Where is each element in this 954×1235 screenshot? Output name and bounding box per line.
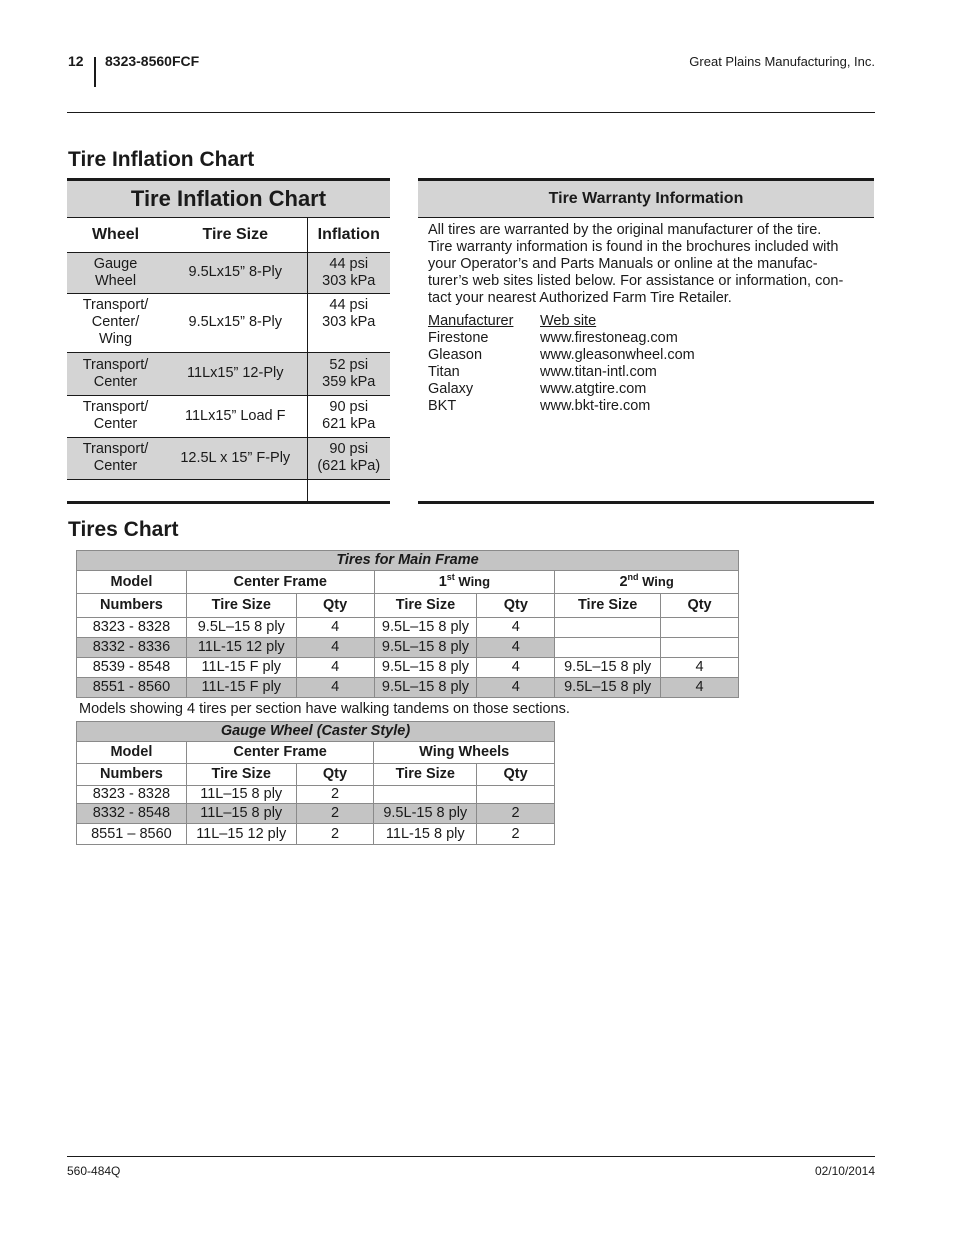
qty-cell: 4 — [477, 678, 555, 698]
tire-size-cell: 11L-15 12 ply — [186, 638, 296, 658]
tire-size-cell: 9.5L–15 8 ply — [374, 658, 477, 678]
tire-size-cell: 11L-15 F ply — [186, 678, 296, 698]
tire-size-cell: 11L–15 8 ply — [186, 786, 296, 804]
col-header-numbers: Numbers — [77, 764, 187, 786]
warranty-text-line: Tire warranty information is found in the brochures included with — [428, 239, 839, 255]
col-header-qty: Qty — [296, 764, 374, 786]
header-rule — [67, 112, 875, 113]
manufacturer-name: Firestone — [428, 330, 489, 346]
wheel-line: Center — [93, 373, 138, 390]
table-row — [77, 638, 739, 658]
company-name: Great Plains Manufacturing, Inc. — [689, 54, 875, 69]
col-header-tire-size: Tire Size — [164, 218, 307, 252]
col-header-wheel: Wheel — [67, 218, 164, 252]
warranty-text-line: turer’s web sites listed below. For assistance or information, con- — [428, 273, 844, 289]
col-header-model: Model — [77, 571, 187, 594]
tire-size-cell: 11Lx15” 12-Ply — [164, 352, 307, 395]
inflation-kpa: (621 kPa) — [317, 458, 381, 474]
inflation-table — [67, 218, 390, 503]
tire-size-cell: 11L–15 8 ply — [186, 804, 296, 824]
table-row — [77, 804, 555, 824]
manufacturer-website: www.firestoneag.com — [540, 330, 678, 346]
manufacturer-website: www.titan-intl.com — [540, 364, 657, 380]
warranty-text-line: All tires are warranted by the original manufacturer of the tire. — [428, 222, 822, 238]
wheel-line: Transport/ — [82, 356, 149, 373]
model-numbers-cell: 8332 - 8548 — [77, 804, 187, 824]
wheel-line: Gauge — [93, 255, 138, 272]
wheel-line: Center — [93, 416, 138, 432]
qty-cell: 2 — [296, 804, 374, 824]
qty-cell: 4 — [477, 658, 555, 678]
qty-cell — [661, 638, 739, 658]
manufacturer-name: Gleason — [428, 347, 483, 363]
tire-size-cell: 11L–15 12 ply — [186, 824, 296, 845]
manufacturer-name: Galaxy — [428, 381, 474, 397]
qty-cell: 4 — [477, 618, 555, 638]
col-header-qty: Qty — [477, 594, 555, 618]
manufacturer-website: www.bkt-tire.com — [540, 398, 651, 414]
qty-cell — [477, 786, 555, 804]
tire-size-cell: 9.5Lx15” 8-Ply — [164, 252, 307, 293]
qty-cell: 4 — [477, 638, 555, 658]
tire-size-cell: 9.5L–15 8 ply — [555, 678, 661, 698]
document-date: 02/10/2014 — [814, 1164, 875, 1178]
model-numbers-cell: 8323 - 8328 — [77, 786, 187, 804]
inflation-psi: 90 psi — [329, 441, 369, 457]
inflation-kpa: 303 kPa — [322, 272, 376, 289]
manufacturer-website: www.atgtire.com — [540, 381, 647, 397]
tire-size-cell: 9.5L–15 8 ply — [374, 638, 477, 658]
col-header-qty: Qty — [661, 594, 739, 618]
tire-size-cell: 12.5L x 15” F-Ply — [164, 437, 307, 479]
col-header-inflation: Inflation — [307, 218, 390, 252]
inflation-header-row — [67, 218, 390, 252]
tire-size-cell: 9.5L–15 8 ply — [374, 678, 477, 698]
inflation-psi: 44 psi — [329, 255, 369, 272]
header-divider — [94, 57, 96, 87]
website-column-header: Web site — [540, 313, 597, 329]
col-header-numbers: Numbers — [77, 594, 187, 618]
tire-size-cell — [555, 618, 661, 638]
qty-cell: 4 — [661, 678, 739, 698]
wheel-line: Wing — [98, 331, 133, 347]
wheel-line: Center — [93, 458, 138, 474]
tire-size-cell: 9.5L–15 8 ply — [374, 618, 477, 638]
tire-warranty-box — [418, 178, 874, 504]
model-numbers-cell: 8551 – 8560 — [77, 824, 187, 845]
col-header-center-frame: Center Frame — [186, 742, 374, 764]
warranty-title: Tire Warranty Information — [418, 181, 874, 218]
model-numbers-cell: 8539 - 8548 — [77, 658, 187, 678]
inflation-psi: 52 psi — [329, 356, 369, 373]
tire-size-cell: 9.5L-15 8 ply — [374, 804, 477, 824]
qty-cell: 2 — [477, 824, 555, 845]
tire-size-cell: 11Lx15” Load F — [164, 395, 307, 437]
col-header-qty: Qty — [296, 594, 374, 618]
col-header-center-frame: Center Frame — [186, 571, 374, 594]
model-number: 8323-8560FCF — [105, 53, 200, 69]
section-title-inflation: Tire Inflation Chart — [68, 148, 255, 171]
inflation-kpa: 303 kPa — [322, 313, 376, 330]
table-caption: Tires for Main Frame — [77, 551, 739, 571]
inflation-psi: 90 psi — [329, 399, 369, 415]
manufacturer-name: BKT — [428, 398, 457, 414]
model-numbers-cell: 8323 - 8328 — [77, 618, 187, 638]
qty-cell: 2 — [477, 804, 555, 824]
qty-cell: 2 — [296, 824, 374, 845]
table-row — [77, 786, 555, 804]
section-title-tires: Tires Chart — [68, 518, 179, 541]
inflation-chart-title: Tire Inflation Chart — [67, 181, 390, 218]
qty-cell: 4 — [296, 638, 374, 658]
table-row — [67, 293, 390, 352]
table-row — [77, 678, 739, 698]
tire-size-cell — [555, 638, 661, 658]
col-header-tire-size: Tire Size — [374, 764, 477, 786]
qty-cell: 4 — [296, 618, 374, 638]
tire-size-cell: 9.5Lx15” 8-Ply — [164, 293, 307, 352]
tire-inflation-chart — [67, 178, 390, 504]
col-header-tire-size: Tire Size — [186, 594, 296, 618]
col-header-tire-size: Tire Size — [555, 594, 661, 618]
wheel-line: Transport/ — [82, 441, 149, 457]
gauge-wheel-table — [76, 721, 555, 845]
table-row — [67, 437, 390, 479]
col-header-tire-size: Tire Size — [186, 764, 296, 786]
tandem-note: Models showing 4 tires per section have walking tandems on those sections. — [79, 701, 570, 717]
table-row-empty — [67, 479, 390, 503]
wheel-line: Wheel — [94, 272, 137, 289]
tire-size-cell: 11L-15 8 ply — [374, 824, 477, 845]
warranty-text-line: tact your nearest Authorized Farm Tire Retailer. — [428, 290, 732, 306]
wheel-line: Center/ — [91, 314, 140, 330]
table-row — [77, 824, 555, 845]
manufacturer-column-header: Manufacturer — [428, 313, 514, 329]
warranty-text-line: your Operator’s and Parts Manuals or online at the manufac- — [428, 256, 818, 272]
col-header-model: Model — [77, 742, 187, 764]
document-number: 560-484Q — [67, 1164, 121, 1178]
tire-size-cell: 11L-15 F ply — [186, 658, 296, 678]
qty-cell: 4 — [296, 658, 374, 678]
footer-rule — [67, 1156, 875, 1157]
manufacturer-website: www.gleasonwheel.com — [540, 347, 695, 363]
wheel-line: Transport/ — [82, 399, 149, 415]
col-header-qty: Qty — [477, 764, 555, 786]
col-header-wing-wheels: Wing Wheels — [374, 742, 555, 764]
page-number: 12 — [68, 53, 84, 69]
inflation-kpa: 359 kPa — [322, 373, 376, 390]
qty-cell — [661, 618, 739, 638]
inflation-kpa: 621 kPa — [322, 416, 376, 432]
main-frame-tires-table — [76, 550, 739, 698]
table-row — [77, 658, 739, 678]
col-header-first-wing: 1st Wing — [374, 571, 555, 594]
manufacturer-name: Titan — [428, 364, 460, 380]
table-row — [77, 618, 739, 638]
col-header-second-wing: 2nd Wing — [555, 571, 739, 594]
table-caption: Gauge Wheel (Caster Style) — [77, 722, 555, 742]
qty-cell: 4 — [296, 678, 374, 698]
model-numbers-cell: 8332 - 8336 — [77, 638, 187, 658]
inflation-psi: 44 psi — [329, 296, 369, 313]
table-row — [67, 252, 390, 293]
tire-size-cell — [374, 786, 477, 804]
qty-cell: 4 — [661, 658, 739, 678]
tire-size-cell: 9.5L–15 8 ply — [186, 618, 296, 638]
qty-cell: 2 — [296, 786, 374, 804]
model-numbers-cell: 8551 - 8560 — [77, 678, 187, 698]
wheel-line: Transport/ — [82, 297, 149, 313]
table-row — [67, 352, 390, 395]
col-header-tire-size: Tire Size — [374, 594, 477, 618]
tire-size-cell: 9.5L–15 8 ply — [555, 658, 661, 678]
table-row — [67, 395, 390, 437]
